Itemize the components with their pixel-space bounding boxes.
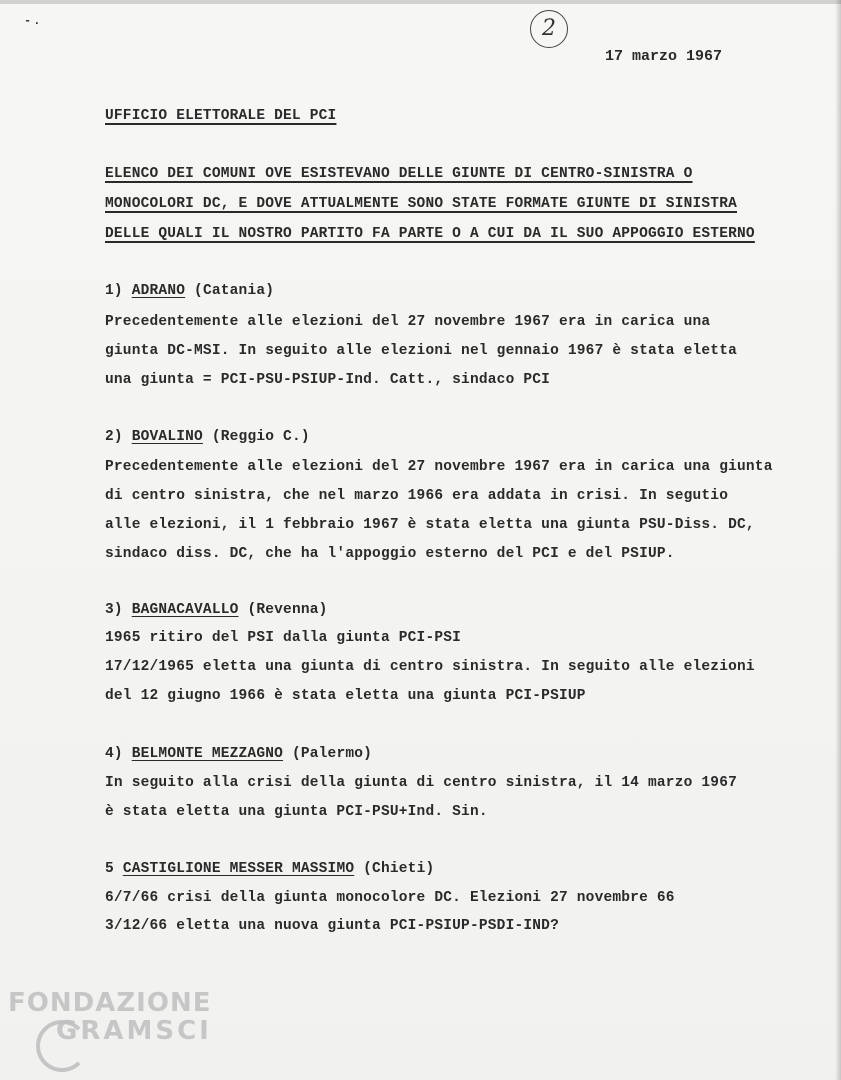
- entry-line: giunta DC-MSI. In seguito alle elezioni nel gennaio 1967 è stata eletta: [105, 343, 738, 359]
- watermark-line-2: GRAMSCI: [56, 1016, 212, 1046]
- entry-title: [105, 429, 310, 445]
- entry-line: 3/12/66 eletta una nuova giunta PCI-PSIUP-PSDI-IND?: [105, 918, 559, 934]
- entry-line: In seguito alla crisi della giunta di centro sinistra, il 14 marzo 1967: [105, 775, 738, 791]
- entry-number: 2): [105, 429, 123, 445]
- entry-province: (Reggio C.): [211, 429, 310, 445]
- scan-top-edge: [0, 0, 841, 4]
- watermark: [8, 990, 212, 1044]
- heading-line-1: ELENCO DEI COMUNI OVE ESISTEVANO DELLE GIUNTE DI CENTRO-SINISTRA O: [105, 166, 693, 182]
- entry-province: (Catania): [194, 283, 275, 299]
- entry-line: Precedentemente alle elezioni del 27 novembre 1967 era in carica una giunta: [105, 459, 773, 475]
- entry-town: CASTIGLIONE MESSER MASSIMO: [122, 861, 355, 877]
- scan-right-edge: [835, 0, 841, 1080]
- entry-line: del 12 giugno 1966 è stata eletta una giunta PCI-PSIUP: [105, 688, 586, 704]
- entry-line: 17/12/1965 eletta una giunta di centro sinistra. In seguito alle elezioni: [105, 659, 755, 675]
- entry-number: 1): [105, 283, 123, 299]
- entry-province: (Revenna): [247, 602, 328, 618]
- entry-line: sindaco diss. DC, che ha l'appoggio esterno del PCI e del PSIUP.: [105, 546, 675, 562]
- entry-line: una giunta = PCI-PSU-PSIUP-Ind. Catt., sindaco PCI: [105, 372, 551, 388]
- office-title: UFFICIO ELETTORALE DEL PCI: [105, 108, 337, 124]
- heading-line-3: DELLE QUALI IL NOSTRO PARTITO FA PARTE O A CUI DA IL SUO APPOGGIO ESTERNO: [105, 226, 755, 242]
- entry-town: BOVALINO: [131, 429, 203, 445]
- entry-town: BELMONTE MEZZAGNO: [131, 746, 284, 762]
- entry-line: di centro sinistra, che nel marzo 1966 era addata in crisi. In segutio: [105, 488, 729, 504]
- heading-line-2: MONOCOLORI DC, E DOVE ATTUALMENTE SONO STATE FORMATE GIUNTE DI SINISTRA: [105, 196, 738, 212]
- corner-mark: -.: [24, 14, 43, 28]
- entry-title: [105, 746, 372, 762]
- entry-title: [105, 283, 274, 299]
- entry-number: 3): [105, 602, 123, 618]
- document-date: 17 marzo 1967: [605, 48, 723, 65]
- entry-title: [105, 861, 434, 877]
- entry-title: [105, 602, 328, 618]
- entry-line: 1965 ritiro del PSI dalla giunta PCI-PSI: [105, 630, 462, 646]
- watermark-line-1: FONDAZIONE: [8, 988, 212, 1018]
- page-number: 2: [530, 10, 568, 48]
- entry-line: alle elezioni, il 1 febbraio 1967 è stata eletta una giunta PSU-Diss. DC,: [105, 517, 755, 533]
- entry-line: è stata eletta una giunta PCI-PSU+Ind. Sin.: [105, 804, 488, 820]
- entry-town: BAGNACAVALLO: [131, 602, 239, 618]
- entry-number: 4): [105, 746, 123, 762]
- entry-line: Precedentemente alle elezioni del 27 novembre 1967 era in carica una: [105, 314, 711, 330]
- entry-town: ADRANO: [131, 283, 186, 299]
- entry-number: 5: [105, 861, 114, 877]
- entry-province: (Chieti): [363, 861, 435, 877]
- entry-province: (Palermo): [291, 746, 373, 762]
- entry-line: 6/7/66 crisi della giunta monocolore DC. Elezioni 27 novembre 66: [105, 890, 675, 906]
